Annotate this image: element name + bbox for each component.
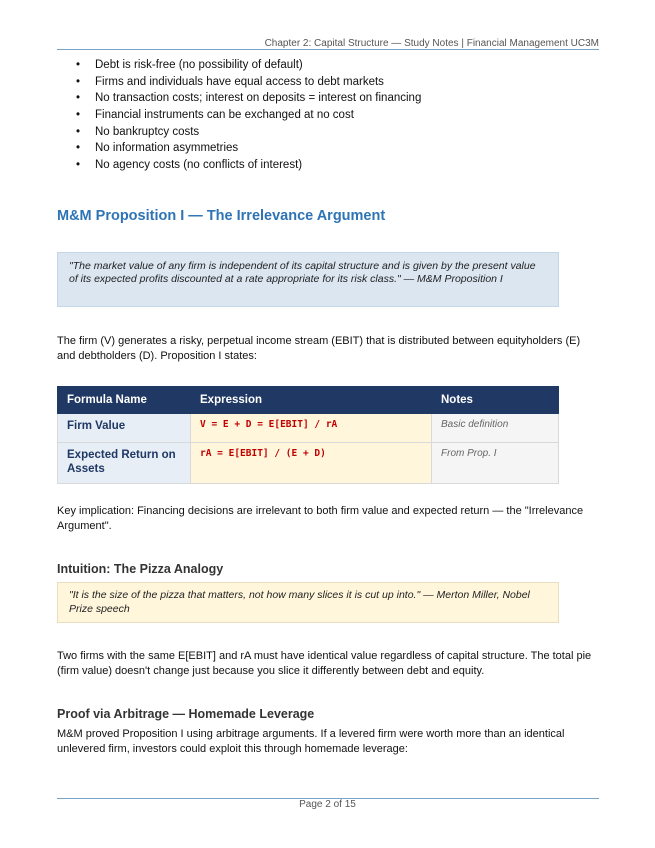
header-divider: [57, 49, 599, 50]
page-number: Page 2 of 15: [299, 799, 356, 810]
list-item: • Financial instruments can be exchanged at no cost: [76, 107, 421, 124]
implication-paragraph: Key implication: Financing decisions are irrelevant to both firm value and expected return — the "Irrelevance Argument".: [57, 505, 584, 532]
list-item: • No transaction costs; interest on deposits = interest on financing: [76, 90, 421, 107]
section-heading: M&M Proposition I — The Irrelevance Argument: [57, 208, 386, 224]
proof-paragraph: M&M proved Proposition I using arbitrage arguments. If a levered firm were worth more than an identical unlevered firm, investors could exploit this through homemade leverage:: [57, 728, 565, 755]
column-header: Notes: [432, 387, 559, 414]
running-header: Chapter 2: Capital Structure — Study Notes | Financial Management UC3M: [264, 38, 599, 49]
formula-name-cell: Firm Value: [58, 414, 191, 443]
proposition-quote-text: "The market value of any firm is independent of its capital structure and is given by the present value of its expected profits discounted at a rate appropriate for its risk class." — M&M Proposition I: [69, 260, 536, 285]
list-item: • Debt is risk-free (no possibility of default): [76, 57, 421, 74]
pizza-quote-text: "It is the size of the pizza that matters, not how many slices it is cut up into." — Merton Miller, Nobel Prize speech: [69, 589, 530, 615]
intro-paragraph: The firm (V) generates a risky, perpetual income stream (EBIT) that is distributed between equityholders (E) and debtholders (D). Proposition I states:: [57, 335, 581, 362]
column-header: Expression: [191, 387, 432, 414]
intuition-paragraph: Two firms with the same E[EBIT] and rA must have identical value regardless of capital structure. The total pie (firm value) doesn't change just because you slice it differently between debt and equity.: [57, 650, 592, 677]
list-item: • No bankruptcy costs: [76, 124, 421, 141]
intuition-heading: Intuition: The Pizza Analogy: [57, 562, 224, 576]
formula-notes-cell: From Prop. I: [432, 443, 559, 484]
table-row: [58, 443, 559, 484]
proof-heading: Proof via Arbitrage — Homemade Leverage: [57, 707, 315, 721]
formula-name-cell: Expected Return on Assets: [58, 443, 191, 484]
formula-table: [57, 386, 559, 484]
list-item: • Firms and individuals have equal access to debt markets: [76, 74, 421, 91]
column-header: Formula Name: [58, 387, 191, 414]
formula-expression-cell: rA = E[EBIT] / (E + D): [191, 443, 432, 484]
assumption-list: [76, 57, 421, 174]
proposition-quote-box: [57, 252, 559, 307]
formula-expression-cell: V = E + D = E[EBIT] / rA: [191, 414, 432, 443]
table-header-row: [58, 387, 559, 414]
list-item: • No agency costs (no conflicts of interest): [76, 157, 421, 174]
formula-notes-cell: Basic definition: [432, 414, 559, 443]
pizza-quote-box: [57, 582, 559, 623]
list-item: • No information asymmetries: [76, 140, 421, 157]
table-row: [58, 414, 559, 443]
